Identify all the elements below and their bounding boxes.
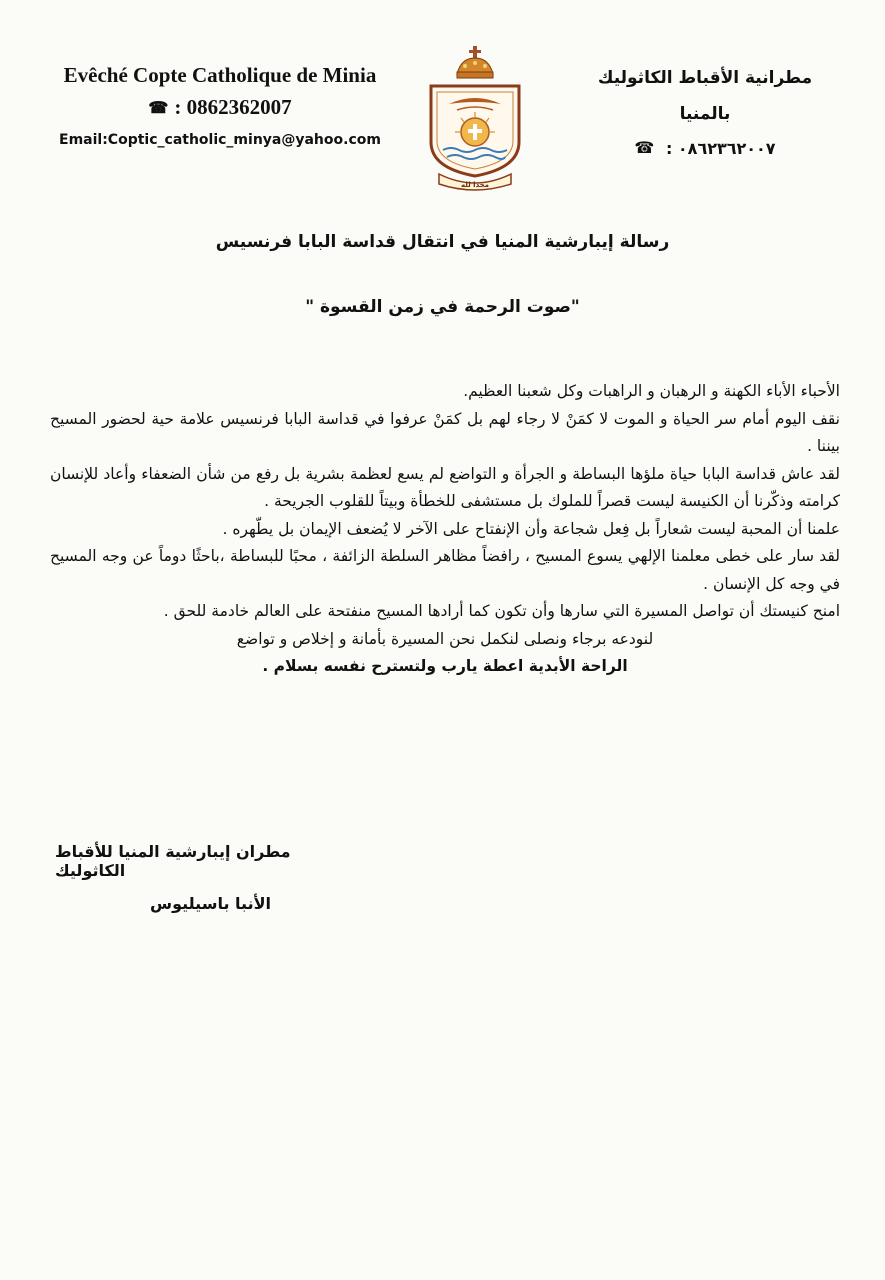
header-arabic-block xyxy=(595,60,815,158)
paragraph-farewell: لنودعه برجاء ونصلى لنكمل نحن المسيرة بأمانة و إخلاص و تواضع xyxy=(236,629,654,648)
paragraph-prayer: امنح كنيستك أن تواصل المسيرة التي سارها وأن تكون كما أرادها المسيح منفتحة على العالم خادمة للحق . xyxy=(163,602,840,620)
telephone-icon: ☎ xyxy=(634,138,655,157)
header-french-block xyxy=(40,60,400,148)
paragraph: نقف اليوم أمام سر الحياة و الموت لا كمَنْ لا رجاء لهم بل كمَنْ عرفوا في قداسة البابا فرنسيس علامة حية لحضور المسيح بيننا . xyxy=(50,409,840,455)
phone-number-arabic: ٠٨٦٢٣٦٢٠٠٧ : xyxy=(665,139,776,158)
eparchy-name-arabic: مطرانية الأقباط الكاثوليك xyxy=(597,68,813,88)
email-address: Email:Coptic_catholic_minya@yahoo.com xyxy=(59,132,381,148)
paragraph: علمنا أن المحبة ليست شعاراً بل فِعل شجاعة وأن الإنفتاح على الآخر لا يُضعف الإيمان بل يطّهره . xyxy=(222,519,840,538)
phone-french xyxy=(40,95,400,120)
letter-subtitle: "صوت الرحمة في زمن القسوة " xyxy=(305,297,580,317)
telephone-icon: ☎ xyxy=(148,100,169,117)
paragraph-salutation: الأحباء الأباء الكهنة و الرهبان و الراهبات وكل شعبنا العظيم. xyxy=(463,382,840,400)
signature-title: مطران إيبارشية المنيا للأقباط الكاثوليك xyxy=(55,842,291,880)
phone-number-french: : 0862362007 xyxy=(174,95,292,119)
phone-arabic xyxy=(595,138,815,158)
crest-motto: مجدا لله xyxy=(461,181,489,189)
paragraph: لقد سار على خطى معلمنا الإلهي يسوع المسيح ، رافضاً مظاهر السلطة الزائفة ، محبًا للبساطة ،باحثًا دوماً عن وجه المسيح في وجه كل الإنسان . xyxy=(50,547,840,593)
eparchy-city-arabic: بالمنيا xyxy=(679,104,731,124)
signature-name: الأنبا باسيليوس xyxy=(150,894,271,913)
letter-title: رسالة إيبارشية المنيا في انتقال قداسة البابا فرنسيس xyxy=(215,232,670,252)
letter-body xyxy=(50,378,840,681)
eparchy-crest-logo xyxy=(427,46,523,194)
eparchy-name-french: Evêché Copte Catholique de Minia xyxy=(63,63,377,87)
paragraph: لقد عاش قداسة البابا حياة ملؤها البساطة و الجرأة و التواضع لم يسع لعظمة بشرية بل رفع من شأن الضعفاء وأعاد للإنسان كرامته وذكّرنا أن الكنيسة ليست قصراً للملوك بل مستشفى للخطأة وبيتاً للقلوب الجريحة . xyxy=(50,464,840,510)
signature-block xyxy=(55,842,355,913)
paragraph-eternal-rest: الراحة الأبدية اعطة يارب ولتسترح نفسه بسلام . xyxy=(262,657,628,675)
